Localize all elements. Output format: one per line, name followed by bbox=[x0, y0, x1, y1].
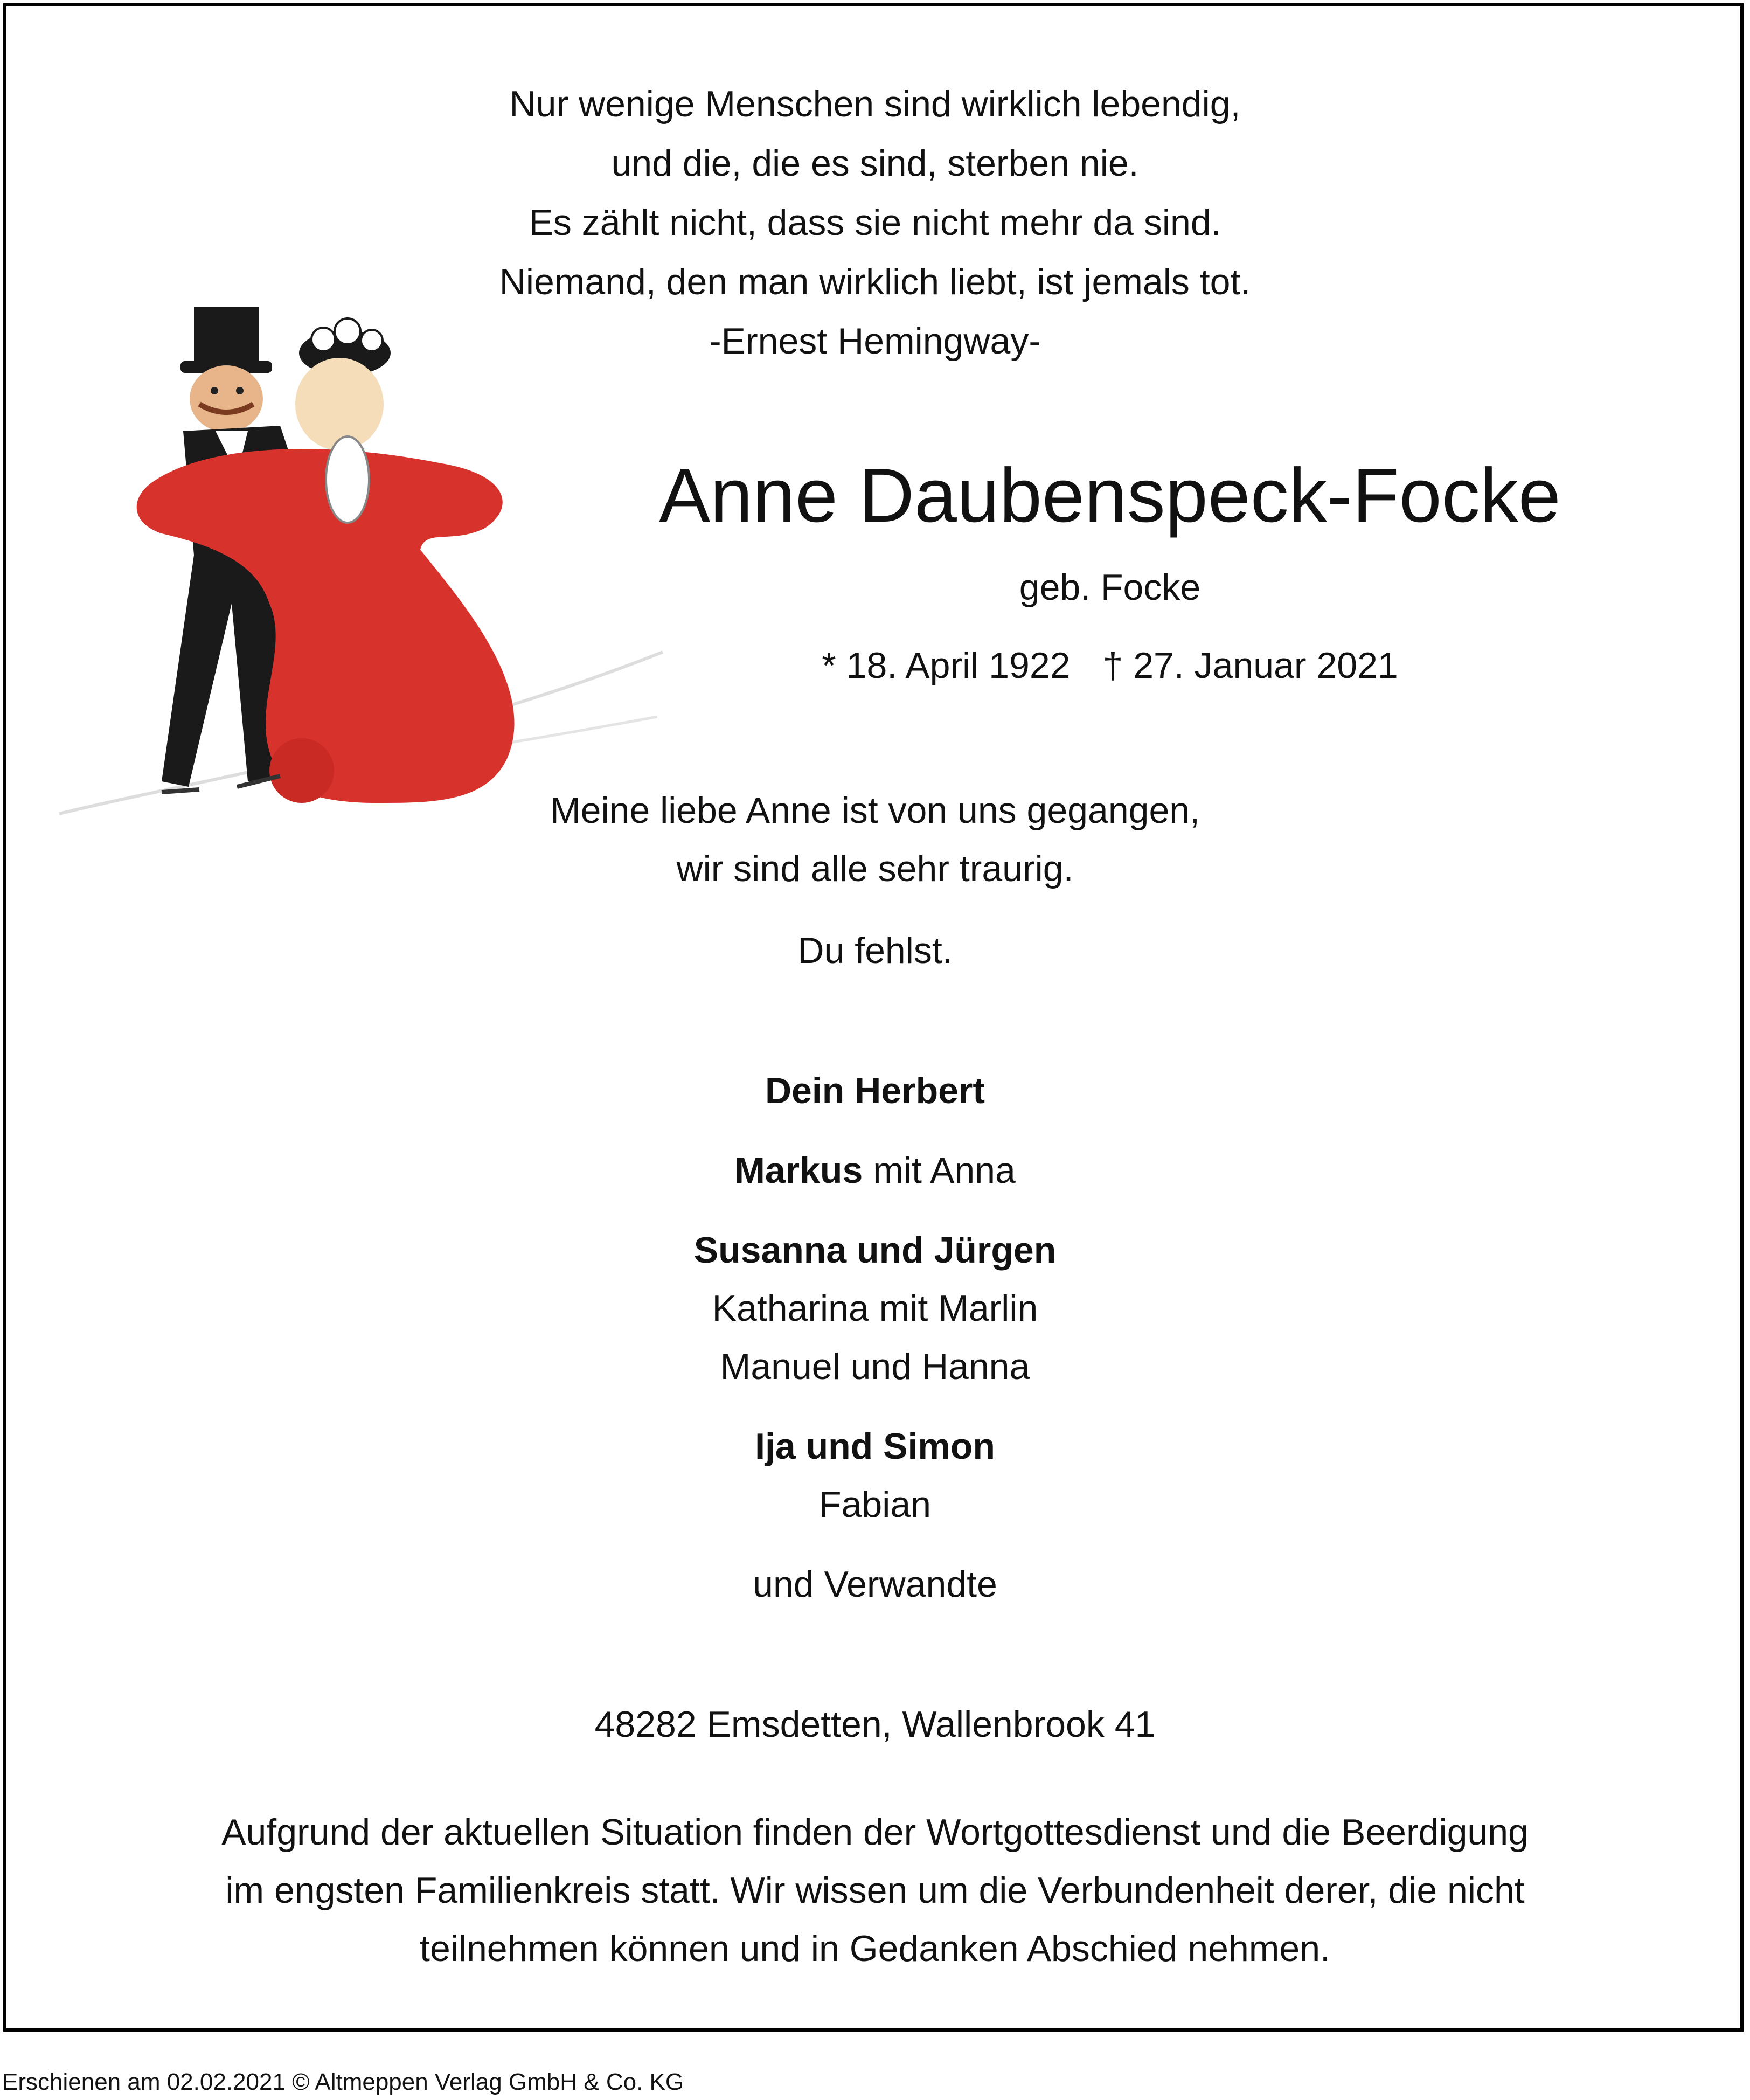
woman-head bbox=[295, 358, 384, 451]
mourners-list bbox=[0, 1062, 1750, 1635]
dancing-couple-illustration bbox=[54, 302, 679, 851]
quote-line: Nur wenige Menschen sind wirklich lebendig, bbox=[509, 84, 1241, 124]
message-line: wir sind alle sehr traurig. bbox=[676, 848, 1074, 889]
mourner-group bbox=[0, 1062, 1750, 1120]
mourner-group bbox=[0, 1417, 1750, 1534]
mourner-group bbox=[0, 1555, 1750, 1613]
mourner-name: Markus bbox=[734, 1150, 863, 1191]
publication-footer: Erschienen am 02.02.2021 © Altmeppen Verlag GmbH & Co. KG bbox=[2, 2069, 684, 2095]
missing-line: Du fehlst. bbox=[797, 930, 953, 971]
farewell-message bbox=[0, 781, 1750, 898]
mourner-line: Katharina mit Marlin bbox=[712, 1288, 1038, 1329]
mourner-partner: mit Anna bbox=[863, 1150, 1016, 1191]
quote-author: -Ernest Hemingway- bbox=[709, 321, 1041, 362]
funeral-notice bbox=[0, 1803, 1750, 1978]
mourner-name: Susanna und Jürgen bbox=[693, 1230, 1057, 1271]
notice-line: teilnehmen können und in Gedanken Abschied nehmen. bbox=[420, 1928, 1330, 1969]
mourner-group bbox=[0, 1141, 1750, 1200]
notice-line: im engsten Familienkreis statt. Wir wissen um die Verbundenheit derer, die nicht bbox=[225, 1870, 1525, 1911]
death-date: † 27. Januar 2021 bbox=[1102, 645, 1398, 686]
birth-date: * 18. April 1922 bbox=[822, 645, 1071, 686]
birth-name: geb. Focke bbox=[1019, 567, 1201, 608]
hemingway-quote bbox=[0, 74, 1750, 371]
notice-line: Aufgrund der aktuellen Situation finden der Wortgottesdienst und die Beerdigung bbox=[221, 1812, 1529, 1853]
quote-line: Es zählt nicht, dass sie nicht mehr da sind. bbox=[529, 202, 1221, 243]
mourner-group bbox=[0, 1221, 1750, 1396]
mourner-name: Ija und Simon bbox=[755, 1426, 995, 1467]
quote-line: Niemand, den man wirklich liebt, ist jemals tot. bbox=[499, 261, 1251, 302]
man-head bbox=[190, 365, 263, 432]
mourner-line: Fabian bbox=[819, 1484, 931, 1525]
message-line: Meine liebe Anne ist von uns gegangen, bbox=[550, 790, 1200, 831]
mourner-line: Manuel und Hanna bbox=[720, 1346, 1030, 1387]
deceased-name: Anne Daubenspeck-Focke bbox=[659, 453, 1561, 538]
life-dates bbox=[625, 639, 1595, 692]
address: 48282 Emsdetten, Wallenbrook 41 bbox=[594, 1704, 1156, 1745]
mourner-name: Dein Herbert bbox=[765, 1070, 985, 1111]
quote-line: und die, die es sind, sterben nie. bbox=[611, 143, 1139, 184]
mourner-relatives: und Verwandte bbox=[753, 1564, 997, 1605]
